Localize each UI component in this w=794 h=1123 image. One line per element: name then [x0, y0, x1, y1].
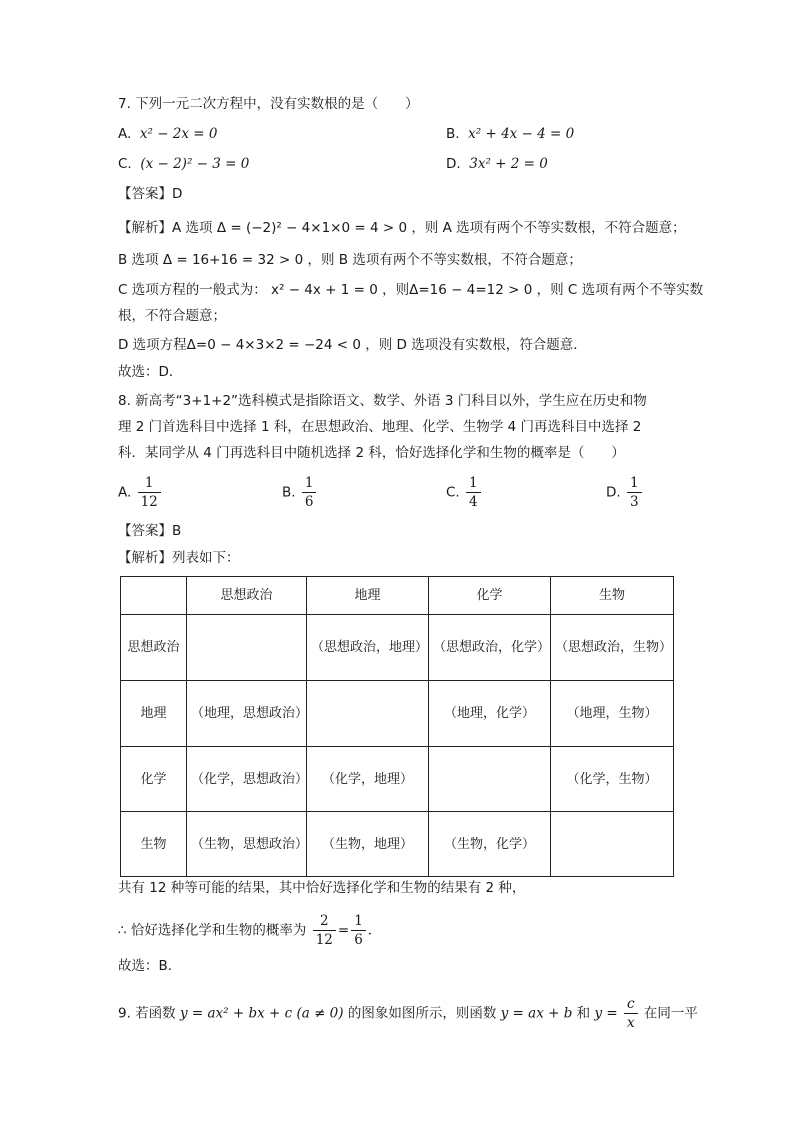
- table-cell: [429, 747, 551, 812]
- table-cell: 思想政治: [121, 615, 187, 681]
- q8-choose: 故选：B．: [118, 958, 182, 974]
- table-cell: 化学: [121, 747, 187, 812]
- table-cell: [187, 615, 307, 681]
- q7-option-a: A. x² − 2x = 0: [118, 126, 218, 142]
- table-cell: [121, 577, 187, 615]
- q8-stem-line: 8. 新高考“3+1+2”选科模式是指除语文、数学、外语 3 门科目以外，学生应在历史和物: [118, 393, 647, 409]
- q8-analysis-intro: 【解析】列表如下：: [118, 550, 240, 566]
- q7-analysis-line: B 选项 Δ = 16+16 = 32 > 0 ，则 B 选项有两个不等实数根，不符合题意；: [118, 252, 582, 268]
- table-cell: [307, 681, 429, 747]
- q8-option-a: A. $\frac{1}{12}$: [118, 474, 163, 511]
- fraction: $\frac{2}{12}$: [313, 912, 336, 949]
- q7-stem: 7. 下列一元二次方程中，没有实数根的是（ ）: [118, 96, 419, 112]
- table-cell: 地理: [121, 681, 187, 747]
- table-cell: 思想政治: [187, 577, 307, 615]
- table-cell: （思想政治，化学）: [429, 615, 551, 681]
- table-cell: 生物: [121, 812, 187, 877]
- table-cell: （化学，地理）: [307, 747, 429, 812]
- table-cell: 化学: [429, 577, 551, 615]
- fraction: $\frac{c}{x}$: [624, 995, 638, 1032]
- q7-analysis-line: 故选：D．: [118, 364, 183, 380]
- table-cell: （生物，地理）: [307, 812, 429, 877]
- table-row: [121, 812, 674, 877]
- fraction: $\frac{1}{3}$: [627, 474, 642, 511]
- table-cell: （化学，生物）: [551, 747, 674, 812]
- table-cell: （化学，思想政治）: [187, 747, 307, 812]
- fraction: $\frac{1}{4}$: [466, 474, 481, 511]
- q8-conclusion: 共有 12 种等可能的结果，其中恰好选择化学和生物的结果有 2 种，: [118, 880, 526, 896]
- table-cell: （地理，思想政治）: [187, 681, 307, 747]
- q7-analysis-line: 【解析】A 选项 Δ = (−2)² − 4×1×0 = 4 > 0 ，则 A 选项有两个不等实数根，不符合题意；: [118, 220, 686, 236]
- q7-answer: 【答案】D: [118, 186, 183, 202]
- q8-option-c: C. $\frac{1}{4}$: [446, 474, 483, 511]
- table-cell: （生物，思想政治）: [187, 812, 307, 877]
- table-row: [121, 615, 674, 681]
- q7-option-b: B. x² + 4x − 4 = 0: [446, 126, 575, 142]
- fraction: $\frac{1}{6}$: [351, 912, 366, 949]
- table-cell: 地理: [307, 577, 429, 615]
- q7-analysis-line: 根，不符合题意；: [118, 308, 226, 324]
- table-cell: （思想政治，地理）: [307, 615, 429, 681]
- table-cell: （思想政治，生物）: [551, 615, 674, 681]
- outcome-table: [120, 576, 674, 877]
- table-header-row: [121, 577, 674, 615]
- q8-probability-line: ∴ 恰好选择化学和生物的概率为 $\frac{2}{12}$ = $\frac{1}{6}$ ．: [118, 913, 382, 948]
- table-cell: （地理，化学）: [429, 681, 551, 747]
- q7-option-c: C. (x − 2)² − 3 = 0: [118, 156, 250, 172]
- table-cell: 生物: [551, 577, 674, 615]
- table-cell: （地理，生物）: [551, 681, 674, 747]
- q8-stem-line: 理 2 门首选科目中选择 1 科，在思想政治、地理、化学、生物学 4 门再选科目中选择 2: [118, 419, 642, 435]
- q7-option-d: D. 3x² + 2 = 0: [446, 156, 548, 172]
- table-row: [121, 747, 674, 812]
- table-row: [121, 681, 674, 747]
- fraction: $\frac{1}{6}$: [302, 474, 317, 511]
- q8-option-d: D. $\frac{1}{3}$: [606, 474, 644, 511]
- q8-stem-line: 科．某同学从 4 门再选科目中随机选择 2 科，恰好选择化学和生物的概率是（ ）: [118, 445, 625, 461]
- q9-stem: 9. 若函数 y = ax² + bx + c (a ≠ 0) 的图象如图所示，则函数 y = ax + b 和 y = $\frac{c}{x}$ 在同一平: [118, 996, 698, 1031]
- fraction: $\frac{1}{12}$: [138, 474, 161, 511]
- q7-analysis-line: C 选项方程的一般式为： x² − 4x + 1 = 0 ，则Δ=16 − 4=12 > 0 ，则 C 选项有两个不等实数: [118, 282, 704, 298]
- table-cell: [551, 812, 674, 877]
- q7-analysis-line: D 选项方程Δ=0 − 4×3×2 = −24 < 0 ，则 D 选项没有实数根，符合题意．: [118, 337, 587, 353]
- q8-option-b: B. $\frac{1}{6}$: [282, 474, 318, 511]
- q8-answer: 【答案】B: [118, 523, 182, 539]
- table-cell: （生物，化学）: [429, 812, 551, 877]
